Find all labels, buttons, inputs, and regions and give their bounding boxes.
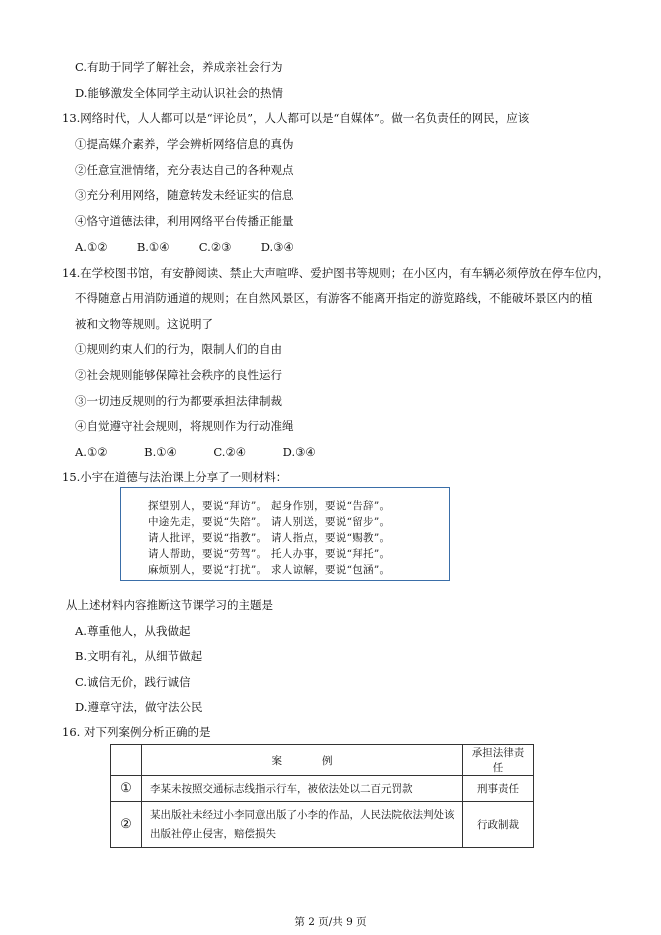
q13-item-1: ①提高媒介素养，学会辨析网络信息的真伪: [75, 137, 294, 151]
row-number: ②: [111, 802, 142, 848]
case-table: [110, 744, 534, 848]
row-case: 李某未按照交通标志线指示行车，被依法处以二百元罚款: [142, 776, 463, 802]
table-row: [111, 776, 534, 802]
q13-item-2: ②任意宣泄情绪，充分表达自己的各种观点: [75, 163, 294, 177]
row-responsibility: 刑事责任: [463, 776, 534, 802]
page-footer: 第 2 页/共 9 页: [294, 916, 367, 928]
q14-item-1: ①规则约束人们的行为，限制人们的自由: [75, 342, 282, 356]
q15-option-c: C.诚信无价，践行诚信: [75, 675, 191, 689]
q13-options: A.①② B.①④ C.②③ D.③④: [75, 240, 294, 254]
material-line: 请人批评，要说“指教”。 请人指点，要说“赐教”。: [148, 532, 391, 544]
option-c: C.有助于同学了解社会，养成亲社会行为: [75, 60, 283, 74]
q15-option-b: B.文明有礼，从细节做起: [75, 649, 203, 663]
option-d: D.能够激发全体同学主动认识社会的热情: [75, 86, 283, 100]
material-line: 请人帮助，要说“劳驾”。 托人办事，要说“拜托”。: [148, 548, 391, 560]
material-line: 中途先走，要说“失陪”。 请人别送，要说“留步”。: [148, 516, 391, 528]
question-15: 15.小宇在道德与法治课上分享了一则材料：: [62, 470, 288, 484]
header-blank: [111, 745, 142, 776]
q14-item-4: ④自觉遵守社会规则，将规则作为行动准绳: [75, 419, 294, 433]
q14-options: A.①② B.①④ C.②④ D.③④: [75, 445, 316, 459]
header-case: 案 例: [142, 745, 463, 776]
q15-option-d: D.遵章守法，做守法公民: [75, 700, 203, 714]
row-responsibility: 行政制裁: [463, 802, 534, 848]
row-number: ①: [111, 776, 142, 802]
question-14-line-2: 不得随意占用消防通道的规则；在自然风景区，有游客不能离开指定的游览路线，不能破坏景区内的植: [75, 291, 593, 305]
material-box: [120, 487, 450, 581]
row-case: 某出版社未经过小李同意出版了小李的作品，人民法院依法判处该出版社停止侵害，赔偿损失: [142, 802, 463, 848]
table-header-row: [111, 745, 534, 776]
question-13: 13.网络时代，人人都可以是“评论员”，人人都可以是“自媒体”。做一名负责任的网民，应该: [62, 111, 530, 125]
table-row: [111, 802, 534, 848]
material-line: 探望别人，要说“拜访”。 起身作别，要说“告辞”。: [148, 500, 391, 512]
q15-prompt: 从上述材料内容推断这节课学习的主题是: [66, 598, 273, 612]
question-14-line-3: 被和文物等规则。这说明了: [75, 317, 213, 331]
q14-item-2: ②社会规则能够保障社会秩序的良性运行: [75, 368, 282, 382]
material-line: 麻烦别人，要说“打扰”。 求人谅解，要说“包涵”。: [148, 564, 391, 576]
q13-item-3: ③充分利用网络，随意转发未经证实的信息: [75, 188, 294, 202]
question-14: 14.在学校图书馆，有安静阅读、禁止大声喧哗、爱护图书等规则；在小区内，有车辆必须停放在停车位内，: [62, 266, 610, 280]
q13-item-4: ④恪守道德法律，利用网络平台传播正能量: [75, 214, 294, 228]
q15-option-a: A.尊重他人，从我做起: [75, 624, 191, 638]
header-responsibility: 承担法律责任: [463, 745, 534, 776]
question-16: 16. 对下列案例分析正确的是: [62, 725, 211, 739]
q14-item-3: ③一切违反规则的行为都要承担法律制裁: [75, 394, 282, 408]
